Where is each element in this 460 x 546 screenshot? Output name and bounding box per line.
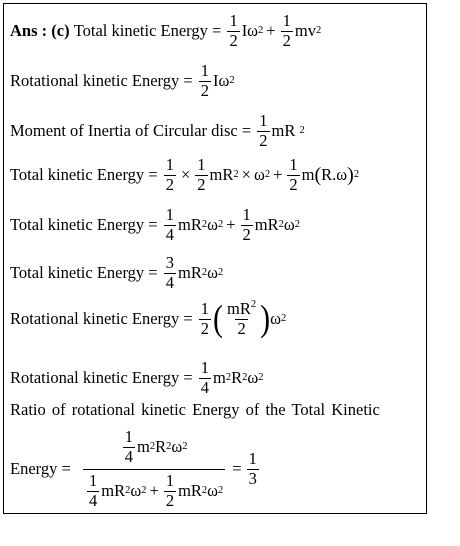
- line-ratio-text: [10, 400, 380, 420]
- line-total-ke-4: [10, 254, 223, 293]
- line-total-ke-3: [10, 206, 300, 245]
- rotational-ke-label-3: Rotational kinetic Energy =: [10, 368, 193, 388]
- line-rotational-ke-1: [10, 62, 235, 101]
- formula-rotational-ke-2: $\frac{1}{2}$ ( $\frac{mR^2}{2}$ ) ω 2: [200, 298, 287, 340]
- answer-label: Ans : (c): [10, 21, 70, 41]
- total-ke-label-3: Total kinetic Energy =: [10, 215, 158, 235]
- total-ke-label-2: Total kinetic Energy =: [10, 165, 158, 185]
- answer-box: [3, 3, 427, 514]
- energy-label: Energy =: [10, 459, 71, 479]
- formula-total-ke-1: $\frac{1}{2}$ Iω 2 + $\frac{1}{2}$ mv 2: [229, 11, 322, 50]
- rotational-ke-label-2: Rotational kinetic Energy =: [10, 309, 193, 329]
- line-moment-of-inertia: [10, 112, 305, 151]
- formula-total-ke-3: $\frac{1}{4}$ mR 2 ω 2 + $\frac{1}{2}$ mR 2 ω 2: [165, 205, 300, 244]
- formula-total-ke-4: $\frac{3}{4}$ mR 2 ω 2: [165, 253, 224, 292]
- formula-rotational-ke-3: $\frac{1}{4}$ m 2 R 2 ω 2: [200, 358, 264, 397]
- formula-rotational-ke-1: $\frac{1}{2}$ Iω 2: [200, 61, 235, 100]
- line-ratio-result: [10, 428, 261, 511]
- total-ke-label-1: Total kinetic Energy =: [73, 21, 222, 41]
- line-rotational-ke-3: [10, 359, 264, 398]
- formula-moment-of-inertia: $\frac{1}{2}$ mR 2: [259, 111, 305, 150]
- formula-ratio: $\frac{1}{4}$ m 2 R 2 ω 2 $\frac{1}{4}$ mR 2 ω 2 + $\frac{1}{2}$ mR 2 ω 2 = $\frac{1}{3}$: [79, 428, 261, 511]
- line-rotational-ke-2: [10, 300, 286, 339]
- moment-of-inertia-label: Moment of Inertia of Circular disc =: [10, 121, 252, 141]
- formula-total-ke-2: $\frac{1}{2}$ × $\frac{1}{2}$ mR 2 × ω 2 + $\frac{1}{2}$ m ( R.ω ) 2: [165, 155, 360, 194]
- total-ke-label-4: Total kinetic Energy =: [10, 263, 158, 283]
- line-total-ke-1: [10, 12, 321, 51]
- rotational-ke-label-1: Rotational kinetic Energy =: [10, 71, 193, 91]
- line-total-ke-2: [10, 156, 359, 195]
- ratio-text: Ratio of rotational kinetic Energy of the Total Kinetic: [10, 400, 380, 419]
